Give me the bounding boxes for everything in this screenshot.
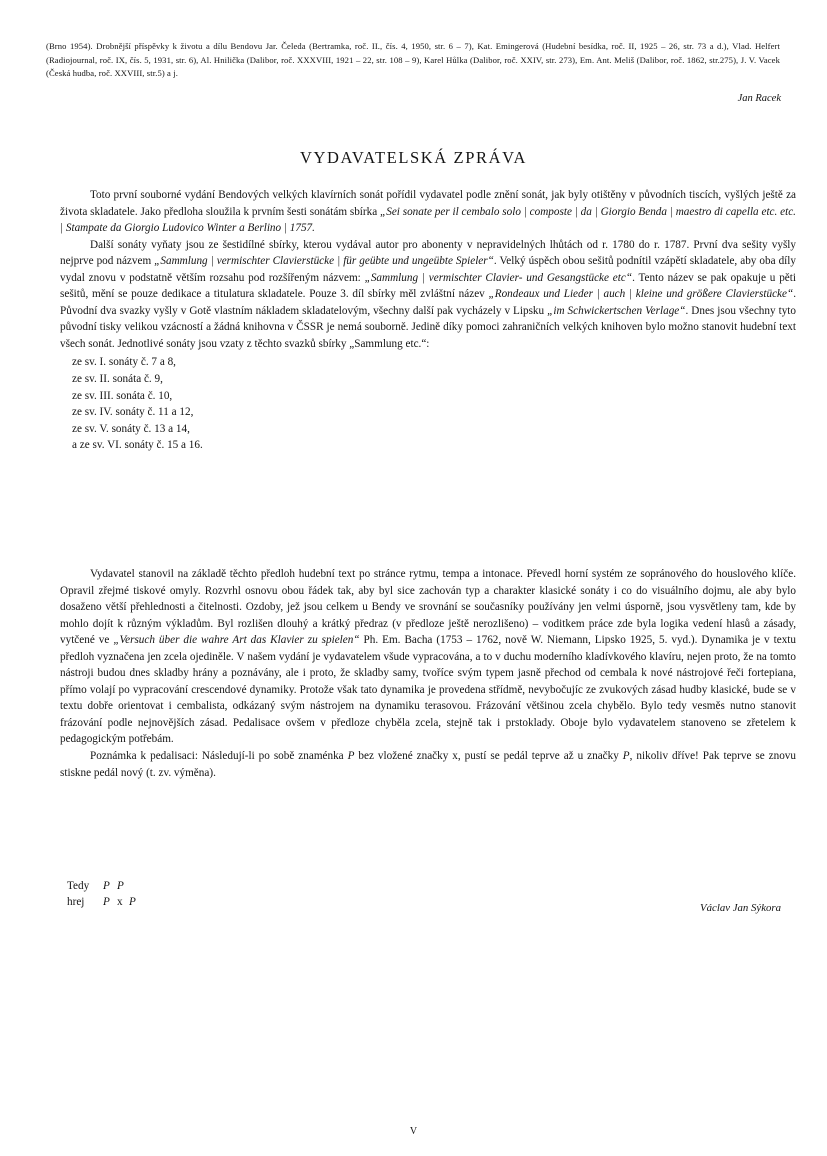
editor-signature: Václav Jan Sýkora [700,902,781,914]
list-item: ze sv. V. sonáty č. 13 a 14, [72,422,190,435]
pedal-mark: P [103,880,110,892]
pedal-example [67,878,143,910]
pedal-mark: P [117,880,124,892]
list-item: ze sv. IV. sonáty č. 11 a 12, [72,406,194,419]
paragraph-first-edition: Toto první souborné vydání Bendových velkých klavírních sonát pořídil vydavatel podle znění sonát, jak byly otištěny v původních tiscích, vyšlých ještě za života skladatele. Jako předloha sloužila k prvním šesti sonátám sbírka „Sei sonate per il cembalo solo | composte | da | Giorgio Benda | maestro di capella etc. etc. | Stampate da Giorgio Ludovico Winter a Berlino | 1757. [60,189,796,235]
page-title: VYDAVATELSKÁ ZPRÁVA [299,148,528,167]
page-number: V [409,1126,418,1137]
list-item: ze sv. III. sonáta č. 10, [72,389,173,402]
editorial-body [60,566,796,781]
pedal-release-mark: x [117,896,123,908]
source-volume-list [60,354,796,453]
list-item: ze sv. II. sonáta č. 9, [72,373,163,386]
pedal-mark: P [129,896,136,908]
paragraph-editorial-method: Vydavatel stanovil na základě těchto předloh hudební text po stránce rytmu, tempa a intonace. Převedl horní systém ze sopránového do houslového klíče. Opravil zřejmé tiskové omyly. Rozvrhl osnovu obou řádek tak, aby byl sice zachován typ a charakter klasické sonáty i co do visuálního dojmu, ale aby bylo dosaženo větší přehlednosti a čitelnosti. Ozdoby, jež jsou celkem u Bendy ve srovnání se současníky používány jen velmi úsporně, jsou vysvětleny tam, kde by mohlo dojít k různým výkladům. Byl rozlišen dlouhý a krátký předraz (v předloze ještě nerozlišeno) – voditkem práce zde byla logika vedení hlasů a zásady, vytčené ve „Versuch über die wahre Art das Klavier zu spielen“ Ph. Em. Bacha (1753 – 1762, nově W. Niemann, Lipsko 1925, 5. vyd.). Dynamika je v textu předloh vyznačena jen zcela ojediněle. V našem vydání je vydavatelem všude vypracována, a to v duchu moderního kladívkového klavíru, nejen proto, že na tomto nástroji budou dnes skladby hrány a poznávány, ale i proto, že skladby samy, tvoříce svým typem jasně přechod od cembala k nové nástrojové řeči fortepiana, přímo volají po vypracování crescendové dynamiky. Protože však tato dynamika je provedena střídmě, nevybočujíc ze zvukových zásad hudby klasické, bude se v textu dobře orientovat i cembalista, odkázaný svým nástrojem na dynamiku terasovou. Frázování většinou zcela chybělo. Bylo tedy vesměs nutno stanovit frázování podle nejnovějších zásad. Pedalisace ovšem v předloze chyběla zcela, stejně tak i prstoklady. Oboje bylo vydavatelem stanoveno se zřetelem k pedagogickým potřebám. [60,568,796,746]
references-author: Jan Racek [737,93,781,104]
pedal-row-label: hrej [67,896,85,908]
paragraph-pedal-note: Poznámka k pedalisaci: Následují-li po sobě znaménka P bez vložené značky x, pustí se pedál teprve až u značky P, nikoliv dříve! Pak teprve se znovu stiskne pedál nový (t. zv. výměna). [60,750,796,779]
list-item: a ze sv. VI. sonáty č. 15 a 16. [72,439,203,452]
pedal-mark: P [103,896,110,908]
pedal-row-label: Tedy [67,880,90,892]
references-paragraph: (Brno 1954). Drobnější příspěvky k životu a dílu Bendovu Jar. Čeleda (Bertramka, roč. II., čís. 4, 1950, str. 6 – 7), Kat. Emingerová (Hudební besídka, roč. II, 1925 – 26, str. 73 a d.), Vlad. Helfert (Radiojournal, roč. IX, čís. 5, 1931, str. 6), Al. Hnilička (Dalibor, roč. XXXVIII, 1921 – 22, str. 108 – 9), Karel Hůlka (Dalibor, roč. XXIV, str. 273), Em. Ant. Meliš (Dalibor, roč. 1862, str.275), J. V. Vacek (Česká hudba, roč. XXVIII, str.5) a j. [46,41,780,78]
pedal-example-row-notated [67,878,143,894]
sonata-source-title: „Sei sonate per il cembalo solo | composte | da | Giorgio Benda | maestro di capella etc. etc. | Stampate da Giorgio Ludovico Winter a Berlino | 1757. [60,205,796,235]
pedal-example-row-played [67,894,143,910]
paragraph-sammlung: Další sonáty vyňaty jsou ze šestidílné sbírky, kterou vydával autor pro abonenty v nepravidelných lhůtách od r. 1780 do r. 1787. První dva sešity vyšly nejprve pod názvem „Sammlung | vermischter Clavierstücke | für geübte und ungeübte Spieler“. Velký úspěch obou sešitů podnítil vzápětí skladatele, aby oba díly vydal znovu v podstatně větším rozsahu pod rozšířeným názvem: „Sammlung | vermischter Clavier- und Gesangstücke etc“. Tento název se pak opakuje u pěti sešitů, mění se pouze dedikace a titulatura skladatele. Pouze 3. díl sbírky měl zvláštní název „Rondeaux und Lieder | auch | kleine und größere Clavierstücke“. Původní dva svazky vyšly v Gotě vlastním nákladem skladatelovým, všechny další pak vycházely v Lipsku „im Schwickertschen Verlage“. Dnes jsou všechny tyto původní tisky velikou vzácností a žádná knihovna v ČSSR je nemá souborně. Jedině díky pomoci zahraničních velkých knihoven bylo možno stanovit hudební text všech sonát. Jednotlivé sonáty jsou vzaty z těchto svazků sbírky „Sammlung etc.“: [60,238,796,350]
main-body [60,187,796,454]
list-item: ze sv. I. sonáty č. 7 a 8, [72,356,176,369]
